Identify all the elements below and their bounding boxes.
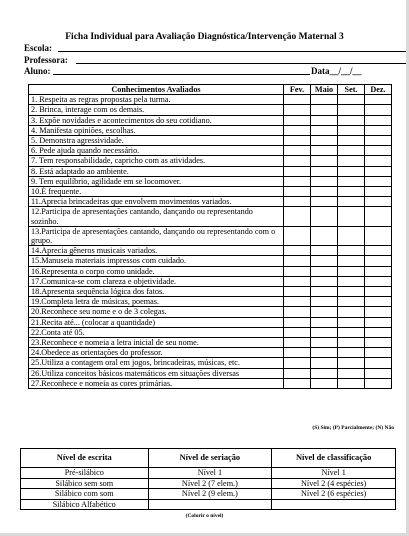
check-cell-maio[interactable] (311, 266, 338, 276)
check-cell-set[interactable] (338, 256, 365, 266)
aluno-label: Aluno: (24, 66, 51, 76)
check-cell-dez[interactable] (365, 115, 392, 125)
check-cell-maio[interactable] (311, 348, 338, 358)
col-nivel-classificacao: Nível de classificação (272, 449, 396, 468)
check-cell-set[interactable] (338, 327, 365, 337)
check-cell-set[interactable] (338, 266, 365, 276)
niveis-row (21, 489, 396, 500)
table-row (29, 166, 392, 176)
check-cell-fev[interactable] (284, 95, 311, 105)
check-cell-fev[interactable] (284, 256, 311, 266)
item-text: 27.Reconhece e nomeia as cores primárias. (29, 378, 284, 388)
check-cell-set[interactable] (338, 297, 365, 307)
table-row (29, 156, 392, 166)
item-text: 19.Completa letra de músicas, poemas. (29, 297, 284, 307)
nivel-cell[interactable]: Nível 1 (272, 468, 396, 479)
item-text: 2. Brinca, interage com os demais. (29, 105, 284, 115)
check-cell-fev[interactable] (284, 187, 311, 197)
item-text: 16.Representa o corpo como unidade. (29, 266, 284, 276)
table-row (29, 105, 392, 115)
niveis-row (21, 499, 396, 510)
check-cell-set[interactable] (338, 317, 365, 327)
check-cell-set[interactable] (338, 115, 365, 125)
check-cell-dez[interactable] (365, 166, 392, 176)
item-text: 9. Tem equilíbrio, agilidade em se locomover. (29, 176, 284, 186)
item-text: 18.Apresenta sequência lógica dos fatos. (29, 287, 284, 297)
check-cell-fev[interactable] (284, 287, 311, 297)
table-row (29, 358, 392, 368)
colorir-note: (Colorir o nível) (185, 513, 224, 519)
check-cell-dez[interactable] (365, 125, 392, 135)
check-cell-dez[interactable] (365, 176, 392, 186)
table-row (29, 256, 392, 266)
check-cell-maio[interactable] (311, 95, 338, 105)
table-row (29, 266, 392, 276)
table-row (29, 95, 392, 105)
check-cell-fev[interactable] (284, 348, 311, 358)
escola-field (24, 43, 52, 53)
check-cell-maio[interactable] (311, 246, 338, 256)
table-row (29, 146, 392, 156)
check-cell-maio[interactable] (311, 115, 338, 125)
col-maio: Maio (311, 85, 338, 95)
nivel-cell[interactable]: Nível 1 (148, 468, 272, 479)
check-cell-set[interactable] (338, 307, 365, 317)
table-row (29, 115, 392, 125)
check-cell-fev[interactable] (284, 358, 311, 368)
check-cell-fev[interactable] (284, 226, 311, 245)
table-row (29, 297, 392, 307)
item-text: 7. Tem responsabilidade, capricho com as atividades. (29, 156, 284, 166)
niveis-body (21, 468, 396, 510)
check-cell-set[interactable] (338, 246, 365, 256)
item-text: 25.Utiliza a contagem oral em jogos, brincadeiras, músicas, etc. (29, 358, 284, 368)
check-cell-maio[interactable] (311, 358, 338, 368)
check-cell-maio[interactable] (311, 197, 338, 207)
check-cell-dez[interactable] (365, 136, 392, 146)
check-cell-set[interactable] (338, 176, 365, 186)
check-cell-dez[interactable] (365, 348, 392, 358)
niveis-header-row (21, 449, 396, 468)
check-cell-dez[interactable] (365, 338, 392, 348)
check-cell-maio[interactable] (311, 378, 338, 388)
table-row (29, 368, 392, 378)
check-cell-maio[interactable] (311, 176, 338, 186)
item-text: 4. Manifesta opiniões, escolhas. (29, 125, 284, 135)
check-cell-fev[interactable] (284, 146, 311, 156)
check-cell-maio[interactable] (311, 297, 338, 307)
check-cell-dez[interactable] (365, 287, 392, 297)
check-cell-maio[interactable] (311, 307, 338, 317)
check-cell-fev[interactable] (284, 297, 311, 307)
item-text: 11.Aprecia brincadeiras que envolvem movimentos variados. (29, 197, 284, 207)
check-cell-maio[interactable] (311, 187, 338, 197)
table-header-row (29, 85, 392, 95)
table-row (29, 327, 392, 337)
check-cell-dez[interactable] (365, 226, 392, 245)
niveis-table (20, 448, 396, 510)
item-text: 8. Está adaptado ao ambiente. (29, 166, 284, 176)
item-text: 17.Comunica-se com clareza e objetividade. (29, 276, 284, 286)
check-cell-maio[interactable] (311, 338, 338, 348)
check-cell-dez[interactable] (365, 327, 392, 337)
check-cell-fev[interactable] (284, 156, 311, 166)
check-cell-dez[interactable] (365, 156, 392, 166)
col-nivel-seriacao: Nível de seriação (148, 449, 272, 468)
check-cell-fev[interactable] (284, 327, 311, 337)
check-cell-set[interactable] (338, 105, 365, 115)
check-cell-fev[interactable] (284, 266, 311, 276)
check-cell-set[interactable] (338, 125, 365, 135)
check-cell-fev[interactable] (284, 115, 311, 125)
col-conhecimentos: Conhecimentos Avaliados (29, 85, 284, 95)
item-text: 1. Respeita as regras propostas pela turma. (29, 95, 284, 105)
check-cell-dez[interactable] (365, 105, 392, 115)
check-cell-dez[interactable] (365, 246, 392, 256)
check-cell-maio[interactable] (311, 125, 338, 135)
item-text: 6. Pede ajuda quando necessário. (29, 146, 284, 156)
table-row (29, 187, 392, 197)
check-cell-fev[interactable] (284, 378, 311, 388)
check-cell-set[interactable] (338, 226, 365, 245)
check-cell-fev[interactable] (284, 105, 311, 115)
nivel-cell[interactable]: Silábico com som (21, 489, 149, 500)
check-cell-fev[interactable] (284, 197, 311, 207)
table-row (29, 136, 392, 146)
check-cell-set[interactable] (338, 358, 365, 368)
check-cell-dez[interactable] (365, 358, 392, 368)
check-cell-maio[interactable] (311, 226, 338, 245)
table-row (29, 307, 392, 317)
table-row (29, 378, 392, 388)
table-row (29, 125, 392, 135)
check-cell-maio[interactable] (311, 166, 338, 176)
table-row (29, 246, 392, 256)
check-cell-set[interactable] (338, 368, 365, 378)
check-cell-set[interactable] (338, 197, 365, 207)
nivel-cell[interactable] (272, 499, 396, 510)
escola-blank-line[interactable] (58, 51, 409, 52)
check-cell-set[interactable] (338, 378, 365, 388)
table-row (29, 207, 392, 226)
item-text: 24.Obedece as orientações do professor. (29, 348, 284, 358)
check-cell-fev[interactable] (284, 166, 311, 176)
check-cell-maio[interactable] (311, 327, 338, 337)
check-cell-maio[interactable] (311, 368, 338, 378)
check-cell-dez[interactable] (365, 256, 392, 266)
nivel-cell[interactable]: Nível 2 (6 espécies) (272, 489, 396, 500)
check-cell-fev[interactable] (284, 276, 311, 286)
check-cell-fev[interactable] (284, 136, 311, 146)
check-cell-set[interactable] (338, 276, 365, 286)
table-row (29, 317, 392, 327)
item-text: 15.Manuseia materiais impressos com cuidado. (29, 256, 284, 266)
check-cell-dez[interactable] (365, 207, 392, 226)
check-cell-dez[interactable] (365, 317, 392, 327)
check-cell-fev[interactable] (284, 176, 311, 186)
check-cell-dez[interactable] (365, 368, 392, 378)
check-cell-set[interactable] (338, 146, 365, 156)
check-cell-dez[interactable] (365, 378, 392, 388)
nivel-cell[interactable]: Nível 2 (7 elem.) (148, 478, 272, 489)
check-cell-dez[interactable] (365, 276, 392, 286)
item-text: 3. Expõe novidades e acontecimentos do seu cotidiano. (29, 115, 284, 125)
check-cell-set[interactable] (338, 136, 365, 146)
item-text: 23.Reconhece e nomeia a letra inicial de seu nome. (29, 338, 284, 348)
table-row (29, 226, 392, 245)
check-cell-dez[interactable] (365, 187, 392, 197)
check-cell-dez[interactable] (365, 197, 392, 207)
nivel-cell[interactable] (148, 499, 272, 510)
item-text: 14.Aprecia gêneros musicais variados. (29, 246, 284, 256)
check-cell-dez[interactable] (365, 297, 392, 307)
check-cell-set[interactable] (338, 287, 365, 297)
check-cell-fev[interactable] (284, 207, 311, 226)
professora-label: Professora: (24, 55, 68, 65)
check-cell-dez[interactable] (365, 307, 392, 317)
item-text: 13.Participa de apresentações cantando, dançando ou representando com o grupo. (29, 226, 284, 245)
aluno-field (24, 66, 51, 76)
professora-blank-line[interactable] (76, 63, 409, 64)
nivel-cell[interactable]: Silábico Alfabético (21, 499, 149, 510)
table-row (29, 287, 392, 297)
nivel-cell[interactable]: Pré-silábico (21, 468, 149, 479)
professora-field (24, 55, 68, 65)
item-text: 5. Demonstra agressividade. (29, 136, 284, 146)
check-cell-maio[interactable] (311, 136, 338, 146)
nivel-cell[interactable]: Nível 2 (9 elem.) (148, 489, 272, 500)
check-cell-maio[interactable] (311, 105, 338, 115)
table-row (29, 176, 392, 186)
item-text: 20.Reconhece seu nome e o de 3 colegas. (29, 307, 284, 317)
col-nivel-escrita: Nível de escrita (21, 449, 149, 468)
check-cell-set[interactable] (338, 156, 365, 166)
check-cell-set[interactable] (338, 207, 365, 226)
check-cell-dez[interactable] (365, 95, 392, 105)
check-cell-maio[interactable] (311, 146, 338, 156)
table-row (29, 197, 392, 207)
col-dez: Dez. (365, 85, 392, 95)
check-cell-dez[interactable] (365, 146, 392, 156)
table-row (29, 338, 392, 348)
check-cell-maio[interactable] (311, 256, 338, 266)
check-cell-fev[interactable] (284, 338, 311, 348)
conhecimentos-table (28, 84, 392, 389)
conhecimentos-body (29, 95, 392, 389)
check-cell-dez[interactable] (365, 266, 392, 276)
col-set: Set. (338, 85, 365, 95)
check-cell-set[interactable] (338, 187, 365, 197)
niveis-row (21, 468, 396, 479)
check-cell-set[interactable] (338, 338, 365, 348)
legend-text: (S) Sim; (P) Parcialmente; (N) Não (312, 425, 394, 431)
item-text: 26.Utiliza conceitos básicos matemáticos em situações diversas (29, 368, 284, 378)
check-cell-maio[interactable] (311, 287, 338, 297)
table-row (29, 348, 392, 358)
check-cell-maio[interactable] (311, 276, 338, 286)
check-cell-set[interactable] (338, 95, 365, 105)
check-cell-set[interactable] (338, 166, 365, 176)
aluno-blank-line[interactable] (53, 74, 310, 75)
item-text: 21.Recita até... (colocar a quantidade) (29, 317, 284, 327)
check-cell-fev[interactable] (284, 368, 311, 378)
check-cell-maio[interactable] (311, 207, 338, 226)
col-fev: Fev. (284, 85, 311, 95)
nivel-cell[interactable]: Nível 2 (4 espécies) (272, 478, 396, 489)
niveis-row (21, 478, 396, 489)
page-title: Ficha Individual para Avaliação Diagnóstica/Intervenção Maternal 3 (65, 32, 344, 42)
check-cell-fev[interactable] (284, 125, 311, 135)
escola-label: Escola: (24, 43, 52, 53)
check-cell-maio[interactable] (311, 317, 338, 327)
item-text: 10.É frequente. (29, 187, 284, 197)
check-cell-fev[interactable] (284, 317, 311, 327)
item-text: 12.Participa de apresentações cantando, dançando ou representando sozinho. (29, 207, 284, 226)
check-cell-set[interactable] (338, 348, 365, 358)
check-cell-fev[interactable] (284, 246, 311, 256)
check-cell-maio[interactable] (311, 156, 338, 166)
table-row (29, 276, 392, 286)
nivel-cell[interactable]: Silábico sem som (21, 478, 149, 489)
check-cell-fev[interactable] (284, 307, 311, 317)
item-text: 22.Conta até 05. (29, 327, 284, 337)
data-field[interactable]: Data__/__/__ (311, 66, 362, 76)
